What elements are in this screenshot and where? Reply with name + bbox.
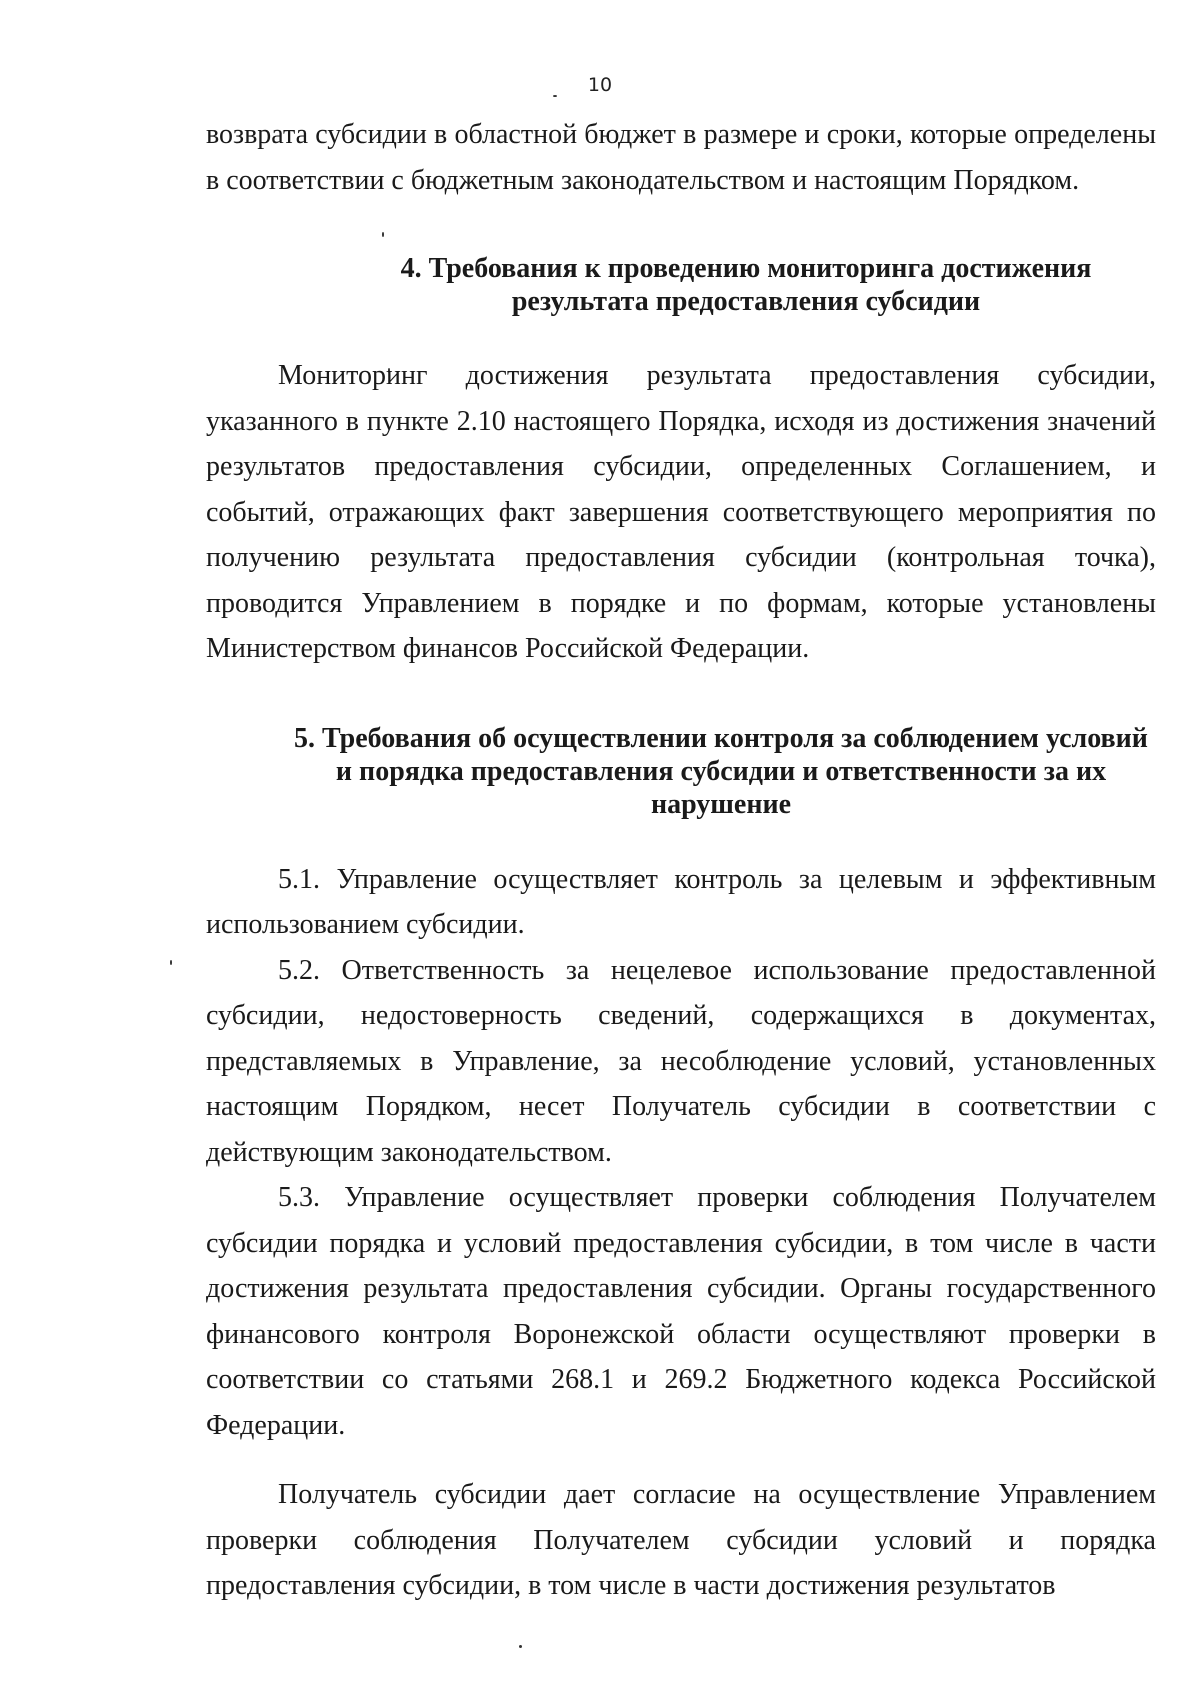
scan-speck [553,95,557,97]
paragraph-intro: возврата субсидии в областной бюджет в размере и сроки, которые определены в соответствии с бюджетным законодательством и настоящим Порядком. [206,119,1156,196]
paragraph-monitoring: Мониторинг достижения результата предоставления субсидии, указанного в пункте 2.10 настоящего Порядка, исходя из достижения значений результатов предоставления субсидии, определенных Соглашением, и событий, отражающих факт завершения соответствующего мероприятия по получению результата предоставления субсидии (контрольная точка), проводится Управлением в порядке и по формам, которые установлены Министерством финансов Российской Федерации. [206,360,1156,664]
section-5-heading: 5. Требования об осуществлении контроля за соблюдением условий и порядка предоставления субсидии и ответственности за их нарушение [294,722,1148,820]
section-4-heading: 4. Требования к проведению мониторинга достижения результата предоставления субсидии [400,253,1092,317]
scan-speck [170,960,172,965]
paragraph-5-2: 5.2. Ответственность за нецелевое использование предоставленной субсидии, недостоверность сведений, содержащихся в документах, представляемых в Управление, за несоблюдение условий, установленных настоящим Порядком, несет Получатель субсидии в соответствии с действующим законодательством. [206,954,1156,1168]
paragraph-5-1: 5.1. Управление осуществляет контроль за целевым и эффективным использованием субсидии. [206,863,1156,940]
page-number: 10 [587,74,613,96]
paragraph-consent: Получатель субсидии дает согласие на осуществление Управлением проверки соблюдения Получателем субсидии условий и порядка предоставления субсидии, в том числе в части достижения результатов [206,1479,1156,1601]
document-body [206,112,1156,1609]
scan-speck [519,1645,522,1648]
paragraph-5-3: 5.3. Управление осуществляет проверки соблюдения Получателем субсидии порядка и условий предоставления субсидии, в том числе в части достижения результата предоставления субсидии. Органы государственного финансового контроля Воронежской области осуществляют проверки в соответствии со статьями 268.1 и 269.2 Бюджетного кодекса Российской Федерации. [206,1182,1156,1441]
